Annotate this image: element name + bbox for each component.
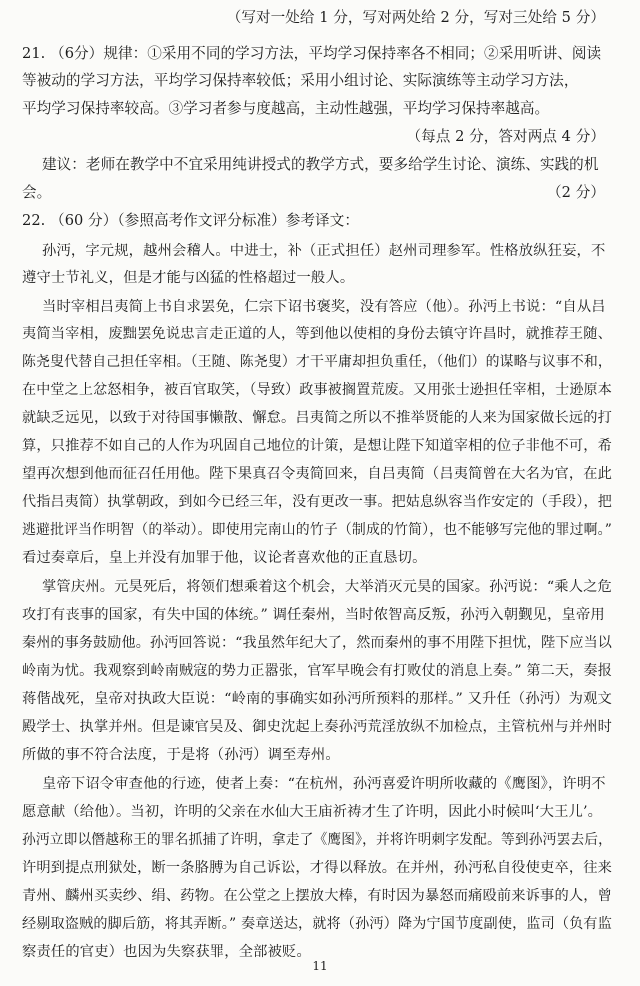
- q21-suggestion-line-1: 建议：老师在教学中不宜采用纯讲授式的教学方式，要多给学生讨论、演练、实践的机: [42, 156, 599, 173]
- translation-line: 就缺乏远见，以致于对待国事懒散、懈怠。吕夷简之所以不推举贤能的人来为国家做长远的打: [22, 410, 613, 426]
- translation-line: 孙沔，字元规，越州会稽人。中进士，补（正式担任）赵州司理参军。性格放纵狂妄，不: [42, 243, 606, 259]
- translation-line: 当时宰相吕夷简上书自求罢免，仁宗下诏书褒奖，没有答应（他）。孙沔上书说：“自从吕: [42, 299, 606, 315]
- translation-line: 秦州的事务鼓励他。孙沔回答说：“我虽然年纪大了，然而秦州的事不用陛下担忧，陛下应当以: [22, 635, 613, 651]
- q22-heading: 22. （60 分）（参照高考作文评分标准）参考译文：: [22, 212, 359, 229]
- translation-line: 蒋偕战死，皇帝对执政大臣说：“岭南的事确实如孙沔所预料的那样。” 又升任（孙沔）为观文: [22, 691, 612, 707]
- page-number: 11: [312, 959, 328, 973]
- translation-line: 在中堂之上忿怒相争，被百官取笑，（导致）政事被搁置荒废。又用张士逊担任宰相，士逊原本: [22, 382, 612, 398]
- translation-line: 遵守士节礼义，但是才能与凶猛的性格超过一般人。: [22, 270, 355, 286]
- translation-line: 经剔取盗贼的脚后筋，将其弄断。” 奏章送达，就将（孙沔）降为宁国节度副使，监司（负有监: [22, 916, 612, 932]
- translation-line: 所做的事不符合法度，于是将（孙沔）调至寿州。: [22, 747, 340, 763]
- translation-line: 看过奏章后，皇上并没有加罪于他，议论者喜欢他的正直恳切。: [22, 550, 427, 566]
- translation-line: 孙沔立即以僭越称王的罪名抓捕了许明，拿走了《鹰图》，并将许明刺字发配。等到孙沔罢去后，: [22, 832, 612, 848]
- translation-line: 算，只推荐不如自己的人作为巩固自己地位的计策，是想让陛下知道宰相的位子非他不可，希: [22, 438, 613, 454]
- translation-line: 陈尧叟代替自己担任宰相。（王随、陈尧叟）才干平庸却担负重任，（他们）的谋略与议事不和，: [22, 354, 612, 370]
- translation-line: 殿学士、执掌并州。但是谏官吴及、御史沈起上奏孙沔荒淫放纵不加检点，主管杭州与并州时: [22, 719, 613, 735]
- translation-line: 掌管庆州。元昊死后，将领们想乘着这个机会，大举消灭元昊的国家。孙沔说：“乘人之危: [42, 579, 612, 595]
- q21-line-1: 21. （6分）规律：①采用不同的学习方法，平均学习保持率各不相同；②采用听讲、阅读: [22, 45, 602, 62]
- q21-scoring: （每点 2 分，答对两点 4 分）: [406, 128, 605, 145]
- translation-line: 青州、麟州买卖纱、绢、药物。在公堂之上摆放大棒，有时因为暴怒而痛殴前来诉事的人，曾: [22, 888, 613, 904]
- q21-line-2: 等被动的学习方法，平均学习保持率较低；采用小组讨论、实际演练等主动学习方法，: [22, 72, 579, 89]
- translation-line: 察责任的官吏）也因为失察获罪，全部被贬。: [22, 944, 311, 960]
- q21-line-3: 平均学习保持率较高。③学习者参与度越高，主动性越强，平均学习保持率越高。: [22, 100, 550, 117]
- translation-line: 攻打有丧事的国家，有失中国的体统。” 调任秦州，当时侬智高反叛，孙沔入朝觐见，皇帝用: [22, 607, 605, 623]
- q21-suggestion-score: （2 分）: [547, 184, 605, 201]
- translation-line: 望再次想到他而征召任用他。陛下果真召令夷简回来，自吕夷简（吕夷简曾在大名为官，在此: [22, 466, 613, 482]
- q21-suggestion-line-2: 会。: [22, 184, 52, 201]
- header-scoring-note: （写对一处给 1 分，写对两处给 2 分，写对三处给 5 分）: [226, 9, 605, 26]
- translation-line: 代指吕夷简）执掌朝政，到如今已经三年，没有更改一事。把姑息纵容当作安定的（手段），把: [22, 494, 612, 510]
- translation-line: 皇帝下诏令审查他的行迹，使者上奏：“在杭州，孙沔喜爱许明所收藏的《鹰图》，许明不: [42, 776, 606, 792]
- translation-line: 岭南为忧。我观察到岭南贼寇的势力正嚣张，官军早晚会有打败仗的消息上奏。” 第二天，奏报: [22, 663, 612, 679]
- translation-line: 夷简当宰相，废黜罢免说忠言走正道的人，等到他以使相的身份去镇守许昌时，就推荐王随、: [22, 326, 613, 342]
- translation-line: 许明到提点刑狱处，断一条胳膊为自己诉讼，才得以释放。在并州，孙沔私自役使吏卒，往来: [22, 860, 613, 876]
- translation-line: 愿意献（给他）。当初，许明的父亲在水仙大王庙祈祷才生了许明，因此小时候叫‘大王儿’。: [22, 804, 603, 820]
- translation-line: 逃避批评当作明智（的举动）。即使用完南山的竹子（制成的竹简），也不能够写完他的罪过啊。”: [22, 522, 612, 538]
